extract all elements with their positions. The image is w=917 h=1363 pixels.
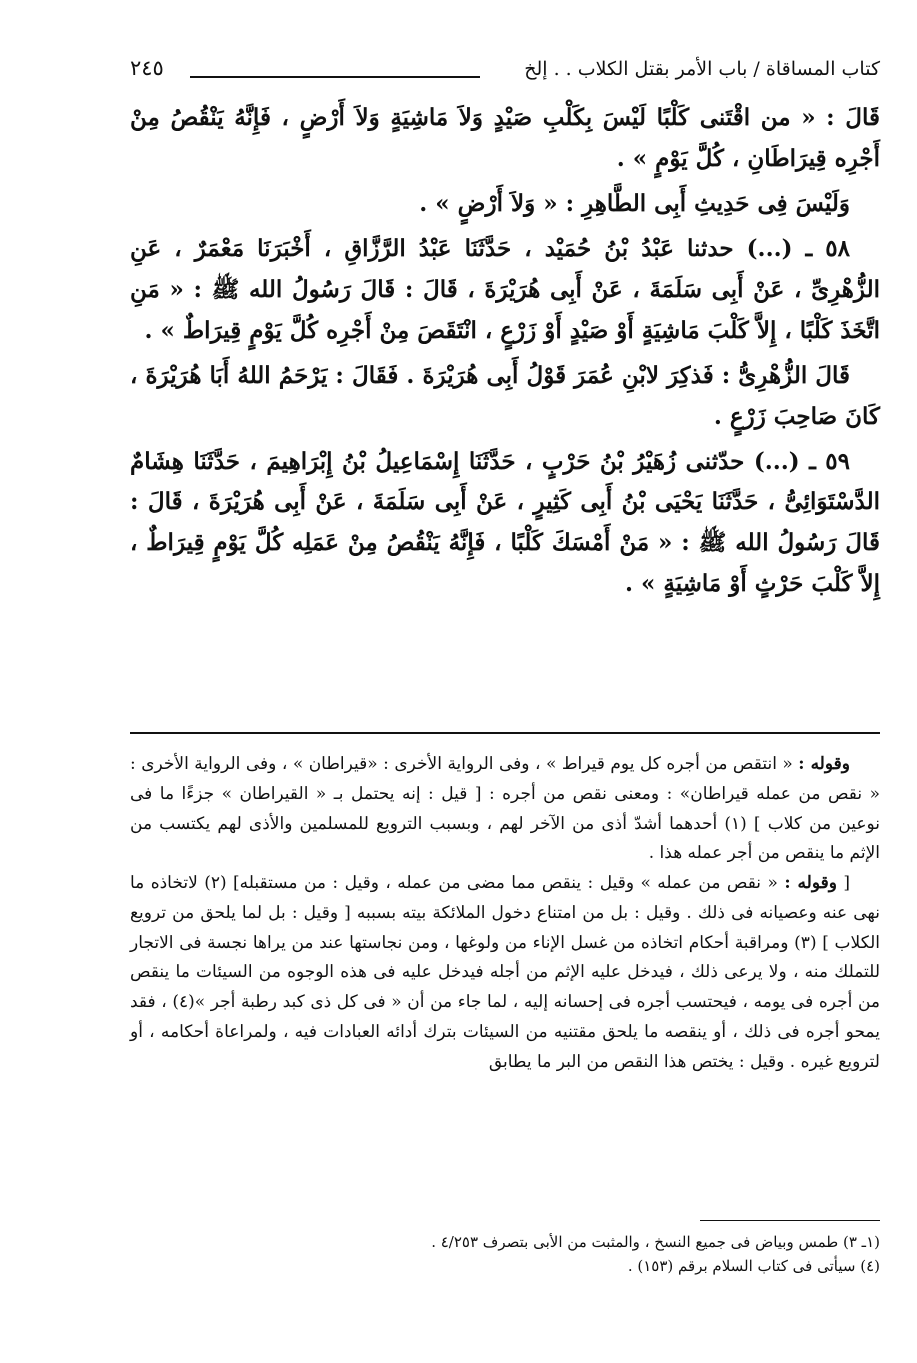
page-header [130,54,880,88]
book-page [130,40,880,1340]
hadith-paragraph: ٥٩ ـ (...) حدّثنى زُهَيْرُ بْنُ حَرْبٍ ، حَدَّثَنَا إِسْمَاعِيلُ بْنُ إِبْرَاهِيمَ ، حَدَّثَنَا هِشَامٌ الدَّسْتَوَائِىُّ ، حَدَّثَنَا يَحْيَى بْنُ أَبِى كَثِيرٍ ، عَنْ أَبِى سَلَمَةَ ، عَنْ أَبِى هُرَيْرَةَ ، قَالَ : قَالَ رَسُولُ الله ﷺ : « مَنْ أَمْسَكَ كَلْبًا ، فَإِنَّهُ يَنْقُصُ مِنْ عَمَلِه كُلَّ يَوْمٍ قِيرَاطٌ ، إِلاَّ كَلْبَ حَرْثٍ أَوْ مَاشِيَةٍ » . [130,447,880,598]
footnote: (٤) سيأتى فى كتاب السلام برقم (١٥٣) . [627,1257,880,1275]
commentary-lead: وقوله : [784,873,837,893]
footnote-rule [700,1220,880,1221]
section-divider [130,732,880,734]
footnote: (١ـ ٣) طمس وبياض فى جميع النسخ ، والمثبت من الأبى بتصرف ٤/٢٥٣ . [431,1233,880,1251]
running-title: كتاب المساقاة / باب الأمر بقتل الكلاب . . إلخ [524,58,880,80]
footnotes [130,1230,880,1278]
commentary-body: « انتقص من أجره كل يوم قيراط » ، وفى الرواية الأخرى : «قيراطان » ، وفى الرواية الأخرى : « نقص من عمله قيراطان» : ومعنى نقص من أجره : [ قيل : إنه يحتمل بـ « القيراطان » جزءًا ما فى نوعين من كلاب ] (١) أحدهما أشدّ أذى من الآخر لهم ، وبسبب الترويع للمسلمين والأذى لهم يكتسب من الإثم ما ينقص من أجر عمله هذا . [130,754,880,864]
commentary-paragraph [130,750,880,869]
page-number: ٢٤٥ [130,56,164,80]
hadith-paragraph: وَلَيْسَ فِى حَدِيثِ أَبِى الطَّاهِرِ : « وَلاَ أَرْضٍ » . [419,189,850,217]
header-rule [190,76,480,78]
commentary-text [130,750,880,1077]
commentary-body: « نقص من عمله » وقيل : ينقص مما مضى من عمله ، وقيل : من مستقبله] (٢) لاتخاذه ما نهى عنه وعصيانه فى ذلك . وقيل : بل من امتناع دخول الملائكة بيته بسببه [ وقيل : بل لما يلحق من ترويع الكلاب ] (٣) ومراقبة أحكام اتخاذه من غسل الإناء من ولوغها ، ومن نجاستها عند من يراها نجسة فى الاتجار للتملك منه ، ولا يرعى ذلك ، فيدخل عليه الإثم من أجله فيدخل عليه فى هذه الوجوه من السيئات ما ينقص من أجره فى يومه ، فيحتسب أجره فى إحسانه إليه ، لما جاء من أن « فى كل ذى كبد رطبة أجر »(٤) ، فقد يمحو أجره فى ذلك ، أو ينقصه ما يلحق مقتنيه من السيئات بترك أدائه العبادات فيه ، ولمراعاة أحكامه ، أو لترويع غيره . وقيل : يختص هذا النقص من البر ما يطابق [130,873,881,1072]
commentary-paragraph [130,869,880,1077]
hadith-paragraph: ٥٨ ـ (...) حدثنا عَبْدُ بْنُ حُمَيْد ، حَدَّثَنَا عَبْدُ الرَّزَّاقِ ، أَخْبَرَنَا مَعْمَرٌ ، عَنِ الزُّهْرِىِّ ، عَنْ أَبِى سَلَمَةَ ، عَنْ أَبِى هُرَيْرَةَ ، قَالَ : قَالَ رَسُولُ الله ﷺ : « مَنِ اتَّخَذَ كَلْبًا ، إِلاَّ كَلْبَ مَاشِيَةٍ أَوْ صَيْدٍ أَوْ زَرْعٍ ، انْتَقَصَ مِنْ أَجْرِه كُلَّ يَوْمٍ قِيرَاطٌ » . [130,234,880,344]
bracket-open: [ [843,873,851,893]
hadith-text [130,98,880,609]
hadith-paragraph: قَالَ : « من اقْتَنى كَلْبًا لَيْسَ بِكَلْبِ صَيْدٍ وَلاَ مَاشِيَةٍ وَلاَ أَرْضٍ ، فَإِنَّهُ يَنْقُصُ مِنْ أَجْرِه قِيرَاطَانِ ، كُلَّ يَوْمٍ » . [130,104,880,172]
hadith-paragraph: قَالَ الزُّهْرِىُّ : فَذكِرَ لابْنِ عُمَرَ قَوْلُ أَبِى هُرَيْرَةَ . فَقَالَ : يَرْحَمُ اللهُ أَبَا هُرَيْرَةَ ، كَانَ صَاحِبَ زَرْعٍ . [130,361,880,430]
commentary-lead: وقوله : [798,754,850,774]
